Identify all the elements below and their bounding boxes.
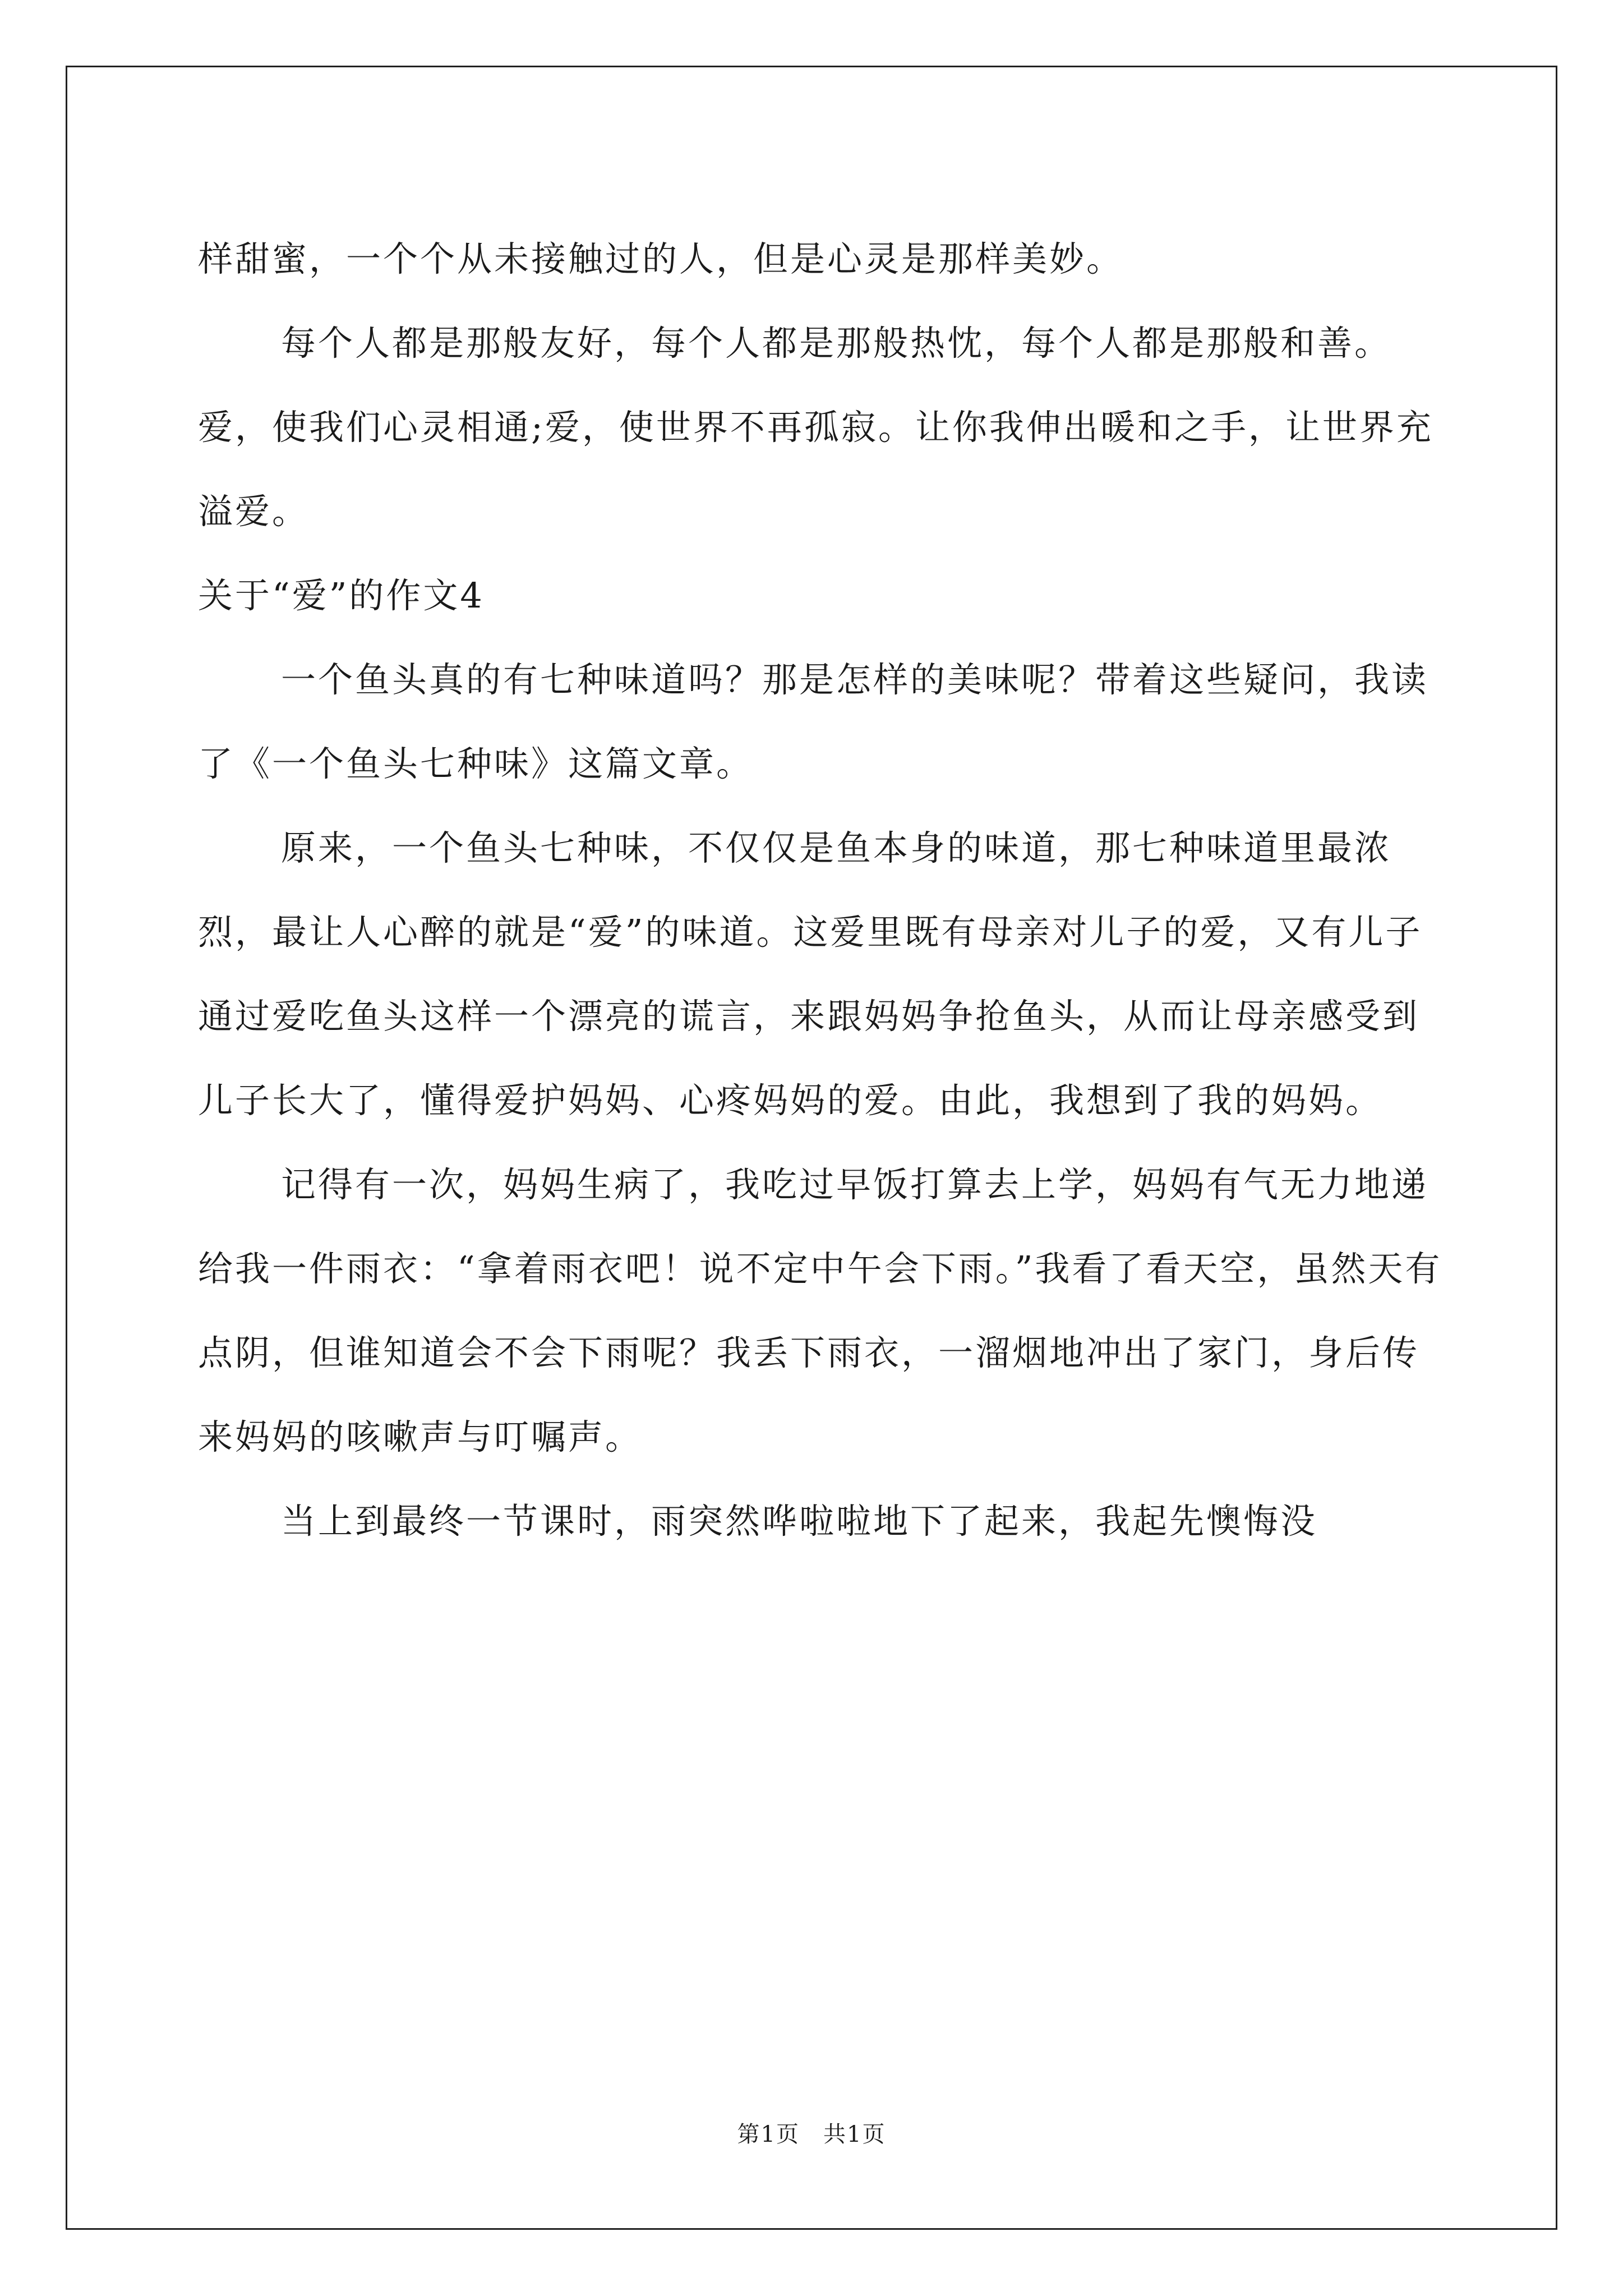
paragraph-2: 每个人都是那般友好，每个人都是那般热忱，每个人都是那般和善。爱，使我们心灵相通;爱，使世界不再孤寂。让你我伸出暖和之手，让世界充溢爱。 [198,323,1433,532]
page-number-footer: 第1页 共1页 [737,2122,886,2147]
section-heading: 关于“爱”的作文4 [198,575,485,616]
document-body [198,217,1449,1563]
paragraph-1: 样甜蜜，一个个从未接触过的人，但是心灵是那样美妙。 [198,238,1124,279]
paragraph-6: 当上到最终一节课时，雨突然哗啦啦地下了起来，我起先懊悔没 [281,1501,1318,1542]
paragraph-5: 记得有一次，妈妈生病了，我吃过早饭打算去上学，妈妈有气无力地递给我一件雨衣：“拿着雨衣吧！说不定中午会下雨。”我看了看天空，虽然天有点阴，但谁知道会不会下雨呢？我丢下雨衣，一溜烟地冲出了家门，身后传来妈妈的咳嗽声与叮嘱声。 [198,1164,1442,1457]
paragraph-3: 一个鱼头真的有七种味道吗？那是怎样的美味呢？带着这些疑问，我读了《一个鱼头七种味》这篇文章。 [198,659,1429,784]
paragraph-4: 原来，一个鱼头七种味，不仅仅是鱼本身的味道，那七种味道里最浓烈，最让人心醉的就是“爱”的味道。这爱里既有母亲对儿子的爱，又有儿子通过爱吃鱼头这样一个漂亮的谎言，来跟妈妈争抢鱼头，从而让母亲感受到儿子长大了，懂得爱护妈妈、心疼妈妈的爱。由此，我想到了我的妈妈。 [198,827,1423,1121]
